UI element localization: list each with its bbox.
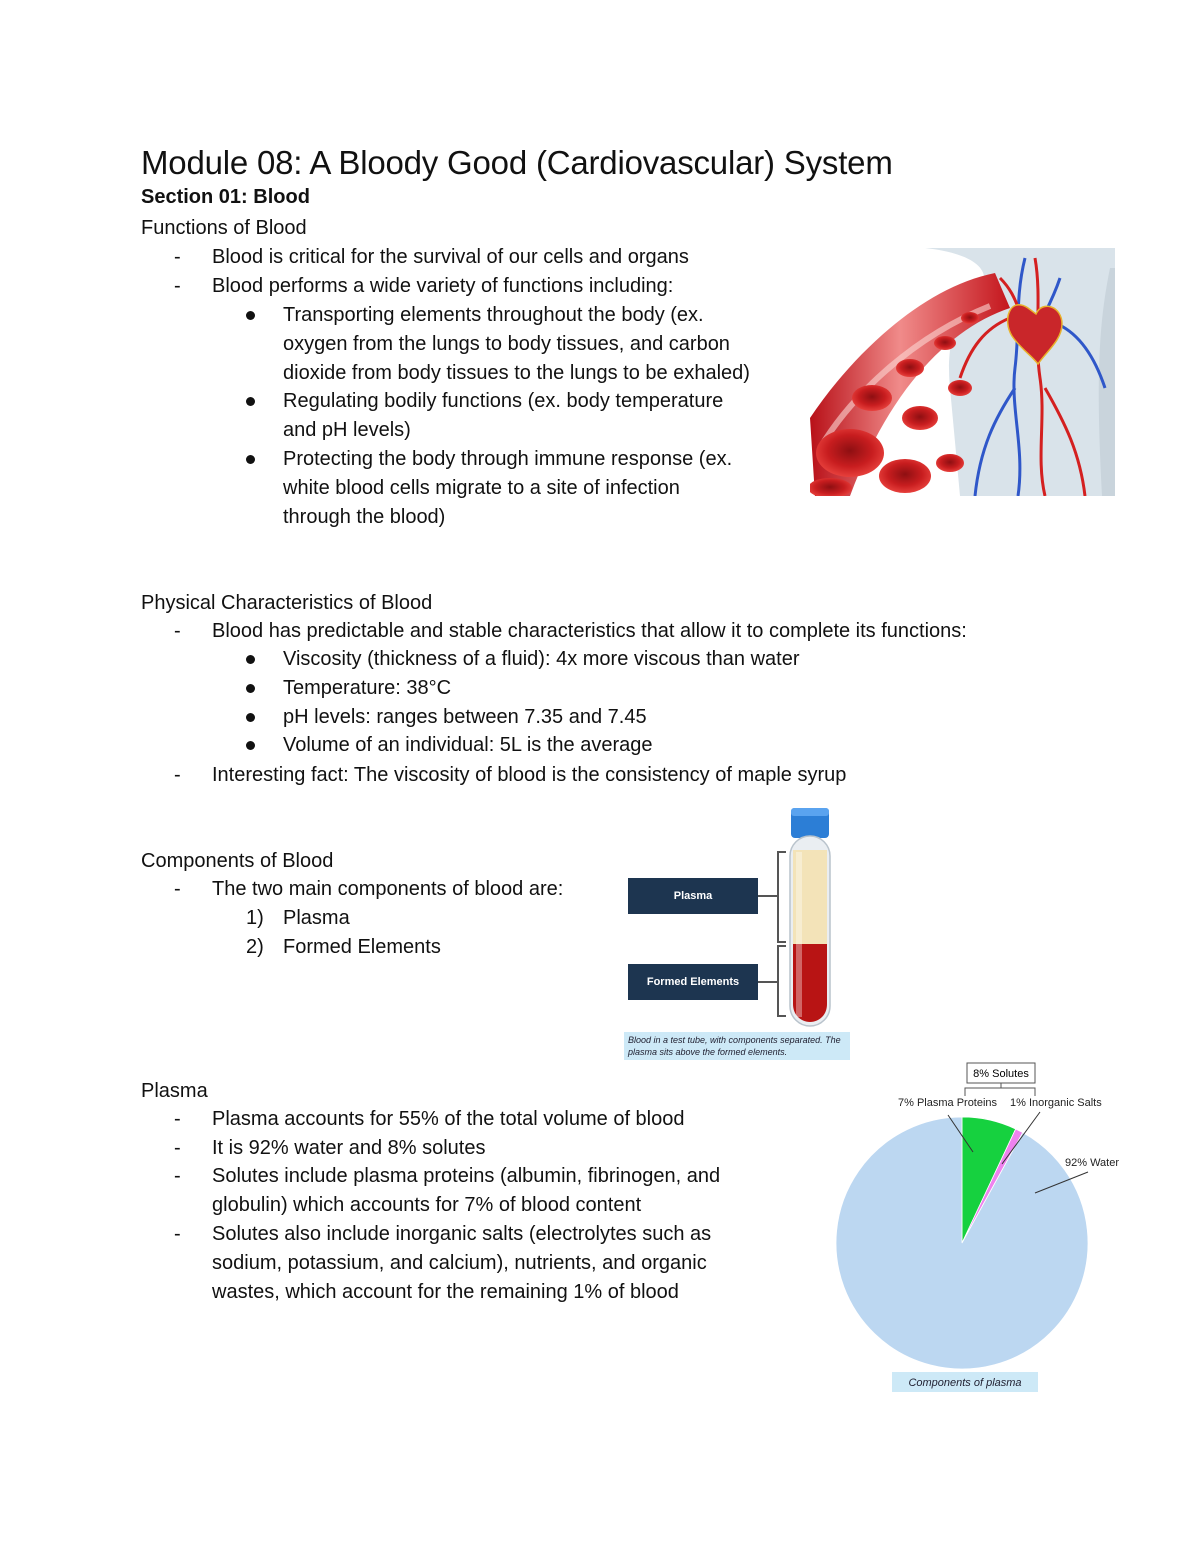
page-title: Module 08: A Bloody Good (Cardiovascular) System: [141, 144, 893, 181]
plasma-heading: Plasma: [141, 1080, 208, 1102]
list-item: Formed Elements: [283, 936, 441, 958]
list-item: globulin) which accounts for 7% of blood content: [212, 1194, 642, 1216]
cardiovascular-illustration: [810, 248, 1115, 496]
sub-item-line: through the blood): [283, 506, 446, 528]
list-item: Plasma: [283, 907, 350, 929]
sub-item-line: dioxide from body tissues to the lungs to be exhaled): [283, 362, 750, 384]
plasma-label: Plasma: [628, 878, 758, 914]
functions-heading: Functions of Blood: [141, 217, 307, 239]
bullet-dot: [246, 741, 255, 750]
dash-marker: -: [174, 246, 181, 268]
list-item: The two main components of blood are:: [212, 878, 564, 900]
sub-item-line: Volume of an individual: 5L is the average: [283, 734, 653, 756]
sub-item-line: pH levels: ranges between 7.35 and 7.45: [283, 706, 647, 728]
list-item: sodium, potassium, and calcium), nutrients, and organic: [212, 1252, 707, 1274]
list-item: Solutes include plasma proteins (albumin, fibrinogen, and: [212, 1165, 721, 1187]
pie-label-proteins: 7% Plasma Proteins: [898, 1097, 998, 1109]
formed-elements-label: Formed Elements: [628, 964, 758, 1000]
dash-marker: -: [174, 1223, 181, 1245]
plasma-pie-chart: [830, 1060, 1130, 1396]
list-item: Solutes also include inorganic salts (electrolytes such as: [212, 1223, 712, 1245]
components-heading: Components of Blood: [141, 850, 334, 872]
sub-item-line: oxygen from the lungs to body tissues, and carbon: [283, 333, 730, 355]
bullet-dot: [246, 397, 255, 406]
dash-marker: -: [174, 275, 181, 297]
list-item: Blood is critical for the survival of our cells and organs: [212, 246, 689, 268]
sub-item-line: Temperature: 38°C: [283, 677, 452, 699]
solutes-bracket: [965, 1088, 1035, 1096]
sub-item-line: Transporting elements throughout the body (ex.: [283, 304, 704, 326]
test-tube-icon: [758, 806, 838, 1028]
pie-caption: Components of plasma: [908, 1377, 1022, 1389]
bullet-dot: [246, 455, 255, 464]
bullet-dot: [246, 684, 255, 693]
tube-caption: [624, 1032, 850, 1060]
sub-item-line: Viscosity (thickness of a fluid): 4x more viscous than water: [283, 648, 800, 670]
dash-marker: -: [174, 620, 181, 642]
section-heading: Section 01: Blood: [141, 186, 310, 208]
sub-item-line: Protecting the body through immune response (ex.: [283, 448, 733, 470]
dash-marker: -: [174, 1108, 181, 1130]
tube-caption-line: plasma sits above the formed elements.: [628, 1047, 788, 1057]
list-number: 2): [246, 936, 264, 958]
list-item: wastes, which account for the remaining 1% of blood: [212, 1281, 679, 1303]
tube-caption-line: Blood in a test tube, with components separated. The: [628, 1035, 841, 1045]
list-item: Interesting fact: The viscosity of blood is the consistency of maple syrup: [212, 764, 847, 786]
dash-marker: -: [174, 1137, 181, 1159]
dash-marker: -: [174, 1165, 181, 1187]
list-item: Blood has predictable and stable characteristics that allow it to complete its functions:: [212, 620, 967, 642]
pie-slices: [836, 1117, 1088, 1369]
pie-slice-water: [836, 1117, 1088, 1369]
list-item: It is 92% water and 8% solutes: [212, 1137, 486, 1159]
list-item: Blood performs a wide variety of functions including:: [212, 275, 674, 297]
dash-marker: -: [174, 764, 181, 786]
pie-label-water: 92% Water: [1065, 1157, 1120, 1169]
sub-item-line: white blood cells migrate to a site of infection: [283, 477, 680, 499]
sub-item-line: Regulating bodily functions (ex. body temperature: [283, 390, 724, 412]
solutes-label: 8% Solutes: [973, 1068, 1029, 1080]
pie-label-salts: 1% Inorganic Salts: [1010, 1097, 1102, 1109]
list-number: 1): [246, 907, 264, 929]
bullet-dot: [246, 655, 255, 664]
physical-heading: Physical Characteristics of Blood: [141, 592, 433, 614]
sub-item-line: and pH levels): [283, 419, 411, 441]
bullet-dot: [246, 713, 255, 722]
dash-marker: -: [174, 878, 181, 900]
list-item: Plasma accounts for 55% of the total volume of blood: [212, 1108, 685, 1130]
bullet-dot: [246, 311, 255, 320]
